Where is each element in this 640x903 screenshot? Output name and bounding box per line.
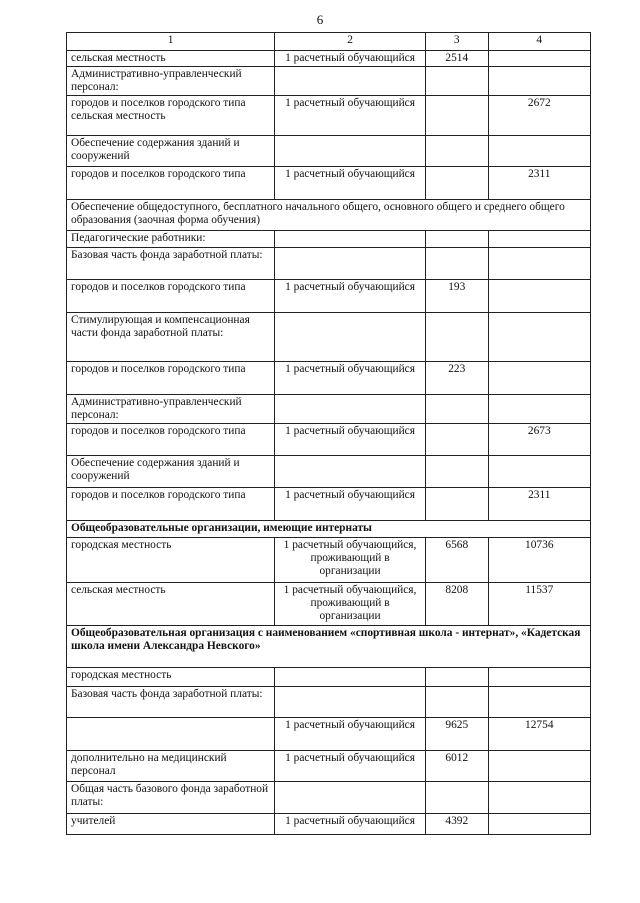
row-value-col4 bbox=[488, 136, 590, 167]
row-norm-unit: 1 расчетный обучающийся bbox=[275, 167, 426, 200]
row-value-col4: 2311 bbox=[488, 488, 590, 521]
table-row bbox=[67, 668, 591, 687]
row-label: городская местность bbox=[67, 538, 275, 583]
table-row bbox=[67, 718, 591, 751]
row-value-col3 bbox=[426, 687, 489, 718]
row-label bbox=[67, 718, 275, 751]
row-norm-unit: 1 расчетный обучающийся bbox=[275, 424, 426, 456]
row-value-col3 bbox=[426, 313, 489, 362]
row-norm-unit: 1 расчетный обучающийся bbox=[275, 751, 426, 782]
row-value-col3: 223 bbox=[426, 362, 489, 395]
row-label: городов и поселков городского типа bbox=[67, 280, 275, 313]
row-norm-unit bbox=[275, 67, 426, 96]
row-label: Стимулирующая и компенсационная части фонда заработной платы: bbox=[67, 313, 275, 362]
row-norm-unit bbox=[275, 668, 426, 687]
row-value-col3 bbox=[426, 456, 489, 488]
row-value-col4: 11537 bbox=[488, 583, 590, 626]
row-value-col4 bbox=[488, 248, 590, 280]
row-norm-unit: 1 расчетный обучающийся bbox=[275, 96, 426, 136]
row-value-col4 bbox=[488, 751, 590, 782]
row-value-col4 bbox=[488, 362, 590, 395]
row-label: Административно-управленческий персонал: bbox=[67, 395, 275, 424]
row-value-col3: 6568 bbox=[426, 538, 489, 583]
section-heading: Общеобразовательная организация с наименованием «спортивная школа - интернат», «Кадетская школа имени Александра Невского» bbox=[67, 626, 591, 668]
header-col-4: 4 bbox=[488, 33, 590, 51]
row-value-col4 bbox=[488, 395, 590, 424]
table-row bbox=[67, 280, 591, 313]
row-value-col4 bbox=[488, 51, 590, 67]
table-row bbox=[67, 248, 591, 280]
row-norm-unit bbox=[275, 248, 426, 280]
row-norm-unit bbox=[275, 395, 426, 424]
row-value-col3: 2514 bbox=[426, 51, 489, 67]
row-norm-unit bbox=[275, 456, 426, 488]
row-norm-unit: 1 расчетный обучающийся, проживающий в организации bbox=[275, 538, 426, 583]
row-label: Базовая часть фонда заработной платы: bbox=[67, 687, 275, 718]
row-label: городская местность bbox=[67, 668, 275, 687]
row-norm-unit: 1 расчетный обучающийся bbox=[275, 718, 426, 751]
row-value-col4: 2672 bbox=[488, 96, 590, 136]
page-number: 6 bbox=[316, 12, 324, 27]
row-label: городов и поселков городского типа bbox=[67, 424, 275, 456]
header-col-3: 3 bbox=[426, 33, 489, 51]
table-row bbox=[67, 456, 591, 488]
table-row bbox=[67, 51, 591, 67]
row-value-col3 bbox=[426, 248, 489, 280]
table-row bbox=[67, 200, 591, 231]
row-value-col4 bbox=[488, 687, 590, 718]
table-row bbox=[67, 96, 591, 136]
row-value-col4: 2673 bbox=[488, 424, 590, 456]
row-value-col4: 12754 bbox=[488, 718, 590, 751]
table-row bbox=[67, 313, 591, 362]
table-row bbox=[67, 362, 591, 395]
row-value-col3 bbox=[426, 668, 489, 687]
table-row bbox=[67, 67, 591, 96]
row-label: Педагогические работники: bbox=[67, 231, 275, 248]
row-value-col3 bbox=[426, 424, 489, 456]
row-value-col3: 4392 bbox=[426, 814, 489, 835]
table-row bbox=[67, 583, 591, 626]
row-value-col4 bbox=[488, 668, 590, 687]
row-label: Базовая часть фонда заработной платы: bbox=[67, 248, 275, 280]
row-value-col4 bbox=[488, 67, 590, 96]
header-col-1: 1 bbox=[67, 33, 275, 51]
table-header-row bbox=[67, 33, 591, 51]
table-row bbox=[67, 136, 591, 167]
row-value-col4: 2311 bbox=[488, 167, 590, 200]
row-norm-unit: 1 расчетный обучающийся bbox=[275, 488, 426, 521]
row-value-col4 bbox=[488, 280, 590, 313]
table-row bbox=[67, 751, 591, 782]
row-norm-unit: 1 расчетный обучающийся bbox=[275, 362, 426, 395]
table-row bbox=[67, 231, 591, 248]
row-label: Обеспечение содержания зданий и сооружений bbox=[67, 136, 275, 167]
row-label: городов и поселков городского типа bbox=[67, 488, 275, 521]
section-caption: Обеспечение общедоступного, бесплатного начального общего, основного общего и среднего общего образования (заочная форма обучения) bbox=[67, 200, 591, 231]
row-label: учителей bbox=[67, 814, 275, 835]
table-row bbox=[67, 814, 591, 835]
row-value-col3: 9625 bbox=[426, 718, 489, 751]
header-col-2: 2 bbox=[275, 33, 426, 51]
row-value-col3 bbox=[426, 67, 489, 96]
norms-table bbox=[66, 32, 591, 835]
row-value-col3 bbox=[426, 136, 489, 167]
row-value-col3 bbox=[426, 395, 489, 424]
row-label: Административно-управленческий персонал: bbox=[67, 67, 275, 96]
row-label: сельская местность bbox=[67, 583, 275, 626]
row-value-col4 bbox=[488, 456, 590, 488]
row-value-col4: 10736 bbox=[488, 538, 590, 583]
table-row bbox=[67, 626, 591, 668]
table-row bbox=[67, 521, 591, 538]
row-label: городов и поселков городского типа сельская местность bbox=[67, 96, 275, 136]
table-row bbox=[67, 167, 591, 200]
row-label: сельская местность bbox=[67, 51, 275, 67]
row-value-col4 bbox=[488, 782, 590, 814]
table-row bbox=[67, 782, 591, 814]
row-label: городов и поселков городского типа bbox=[67, 362, 275, 395]
table-row bbox=[67, 424, 591, 456]
row-value-col3 bbox=[426, 167, 489, 200]
row-label: Общая часть базового фонда заработной платы: bbox=[67, 782, 275, 814]
row-norm-unit bbox=[275, 313, 426, 362]
row-value-col3: 193 bbox=[426, 280, 489, 313]
row-norm-unit bbox=[275, 136, 426, 167]
row-norm-unit: 1 расчетный обучающийся bbox=[275, 814, 426, 835]
row-value-col3 bbox=[426, 782, 489, 814]
row-norm-unit bbox=[275, 687, 426, 718]
table-row bbox=[67, 488, 591, 521]
row-norm-unit: 1 расчетный обучающийся bbox=[275, 280, 426, 313]
row-norm-unit bbox=[275, 231, 426, 248]
row-value-col4 bbox=[488, 814, 590, 835]
row-norm-unit bbox=[275, 782, 426, 814]
row-label: городов и поселков городского типа bbox=[67, 167, 275, 200]
row-norm-unit: 1 расчетный обучающийся, проживающий в организации bbox=[275, 583, 426, 626]
row-label: дополнительно на медицинский персонал bbox=[67, 751, 275, 782]
row-value-col4 bbox=[488, 313, 590, 362]
section-heading: Общеобразовательные организации, имеющие интернаты bbox=[67, 521, 591, 538]
row-label: Обеспечение содержания зданий и сооружений bbox=[67, 456, 275, 488]
row-value-col3 bbox=[426, 96, 489, 136]
norms-table-body bbox=[67, 33, 591, 835]
row-value-col3: 8208 bbox=[426, 583, 489, 626]
row-value-col3: 6012 bbox=[426, 751, 489, 782]
table-row bbox=[67, 538, 591, 583]
row-value-col4 bbox=[488, 231, 590, 248]
row-value-col3 bbox=[426, 488, 489, 521]
table-row bbox=[67, 687, 591, 718]
row-value-col3 bbox=[426, 231, 489, 248]
row-norm-unit: 1 расчетный обучающийся bbox=[275, 51, 426, 67]
table-row bbox=[67, 395, 591, 424]
